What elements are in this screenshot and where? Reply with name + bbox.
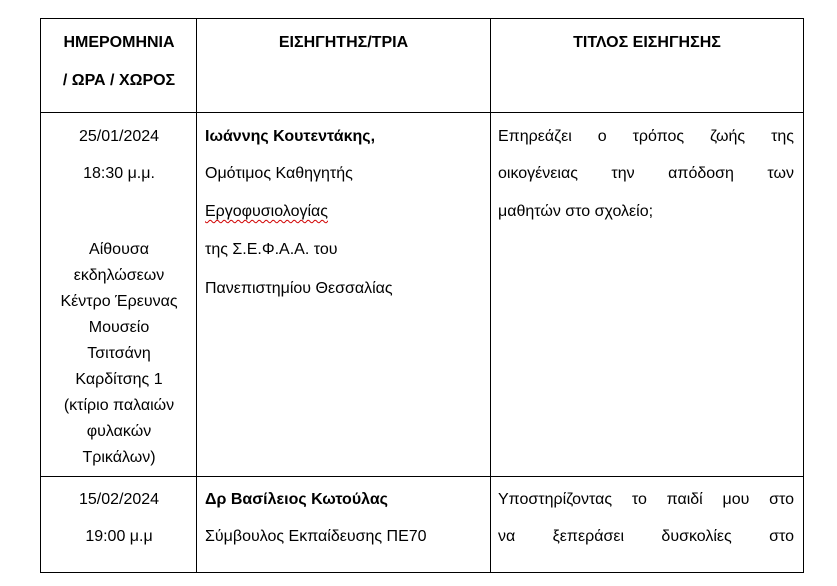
row1-venue-line: Τσιτσάνη xyxy=(87,345,151,362)
header-speaker: ΕΙΣΗΓΗΤΗΣ/ΤΡΙΑ xyxy=(278,34,409,51)
header-date-time-venue: ΗΜΕΡΟΜΗΝΙΑ xyxy=(63,34,175,51)
row1-title-line: Επηρεάζει ο τρόπος ζωής της xyxy=(498,128,794,145)
row1-venue-line: Καρδίτσης 1 xyxy=(75,371,163,388)
table-border-left xyxy=(40,18,41,573)
row1-speaker-name: Ιωάννης Κουτεντάκης, xyxy=(205,128,376,145)
column-divider-1 xyxy=(196,18,197,573)
row1-venue-line: Τρικάλων) xyxy=(82,449,156,466)
table-border-top xyxy=(40,18,804,19)
row2-date: 15/02/2024 xyxy=(78,491,160,508)
row1-venue-line: Αίθουσα xyxy=(89,241,149,258)
header-row-divider xyxy=(40,112,804,113)
row1-date: 25/01/2024 xyxy=(78,128,160,145)
row2-time: 19:00 μ.μ xyxy=(85,528,153,545)
row1-title-line: μαθητών στο σχολείο; xyxy=(498,203,654,220)
row1-speaker-info xyxy=(205,204,328,220)
row1-venue-line: εκδηλώσεων xyxy=(73,267,165,284)
header-date-time-venue-cont: / ΩΡΑ / ΧΩΡΟΣ xyxy=(62,72,176,89)
row1-speaker-info: Πανεπιστημίου Θεσσαλίας xyxy=(205,280,393,297)
row1-speaker-info: της Σ.Ε.Φ.Α.Α. του xyxy=(205,241,338,258)
row2-speaker-name: Δρ Βασίλειος Κωτούλας xyxy=(205,491,388,508)
header-title: ΤΙΤΛΟΣ ΕΙΣΗΓΗΣΗΣ xyxy=(573,34,721,51)
row1-venue-line: Μουσείο xyxy=(88,319,150,336)
row1-speaker-info: Ομότιμος Καθηγητής xyxy=(205,165,353,182)
row-divider xyxy=(40,476,804,477)
row1-title-line: οικογένειας την απόδοση των xyxy=(498,165,794,182)
row1-venue-line: Κέντρο Έρευνας xyxy=(60,293,178,310)
row1-time: 18:30 μ.μ. xyxy=(83,165,155,182)
row2-speaker-info: Σύμβουλος Εκπαίδευσης ΠΕ70 xyxy=(205,528,427,545)
row1-venue-line: (κτίριο παλαιών xyxy=(63,397,175,414)
spellcheck-underlined-word: Εργοφυσιολογίας xyxy=(205,203,328,220)
row2-title-line: να ξεπεράσει δυσκολίες στο xyxy=(498,528,794,545)
row1-venue-line: φυλακών xyxy=(86,423,152,440)
table-border-bottom xyxy=(40,572,804,573)
row2-title-line: Υποστηρίζοντας το παιδί μου στο xyxy=(498,491,794,508)
table-border-right xyxy=(803,18,804,573)
column-divider-2 xyxy=(490,18,491,573)
